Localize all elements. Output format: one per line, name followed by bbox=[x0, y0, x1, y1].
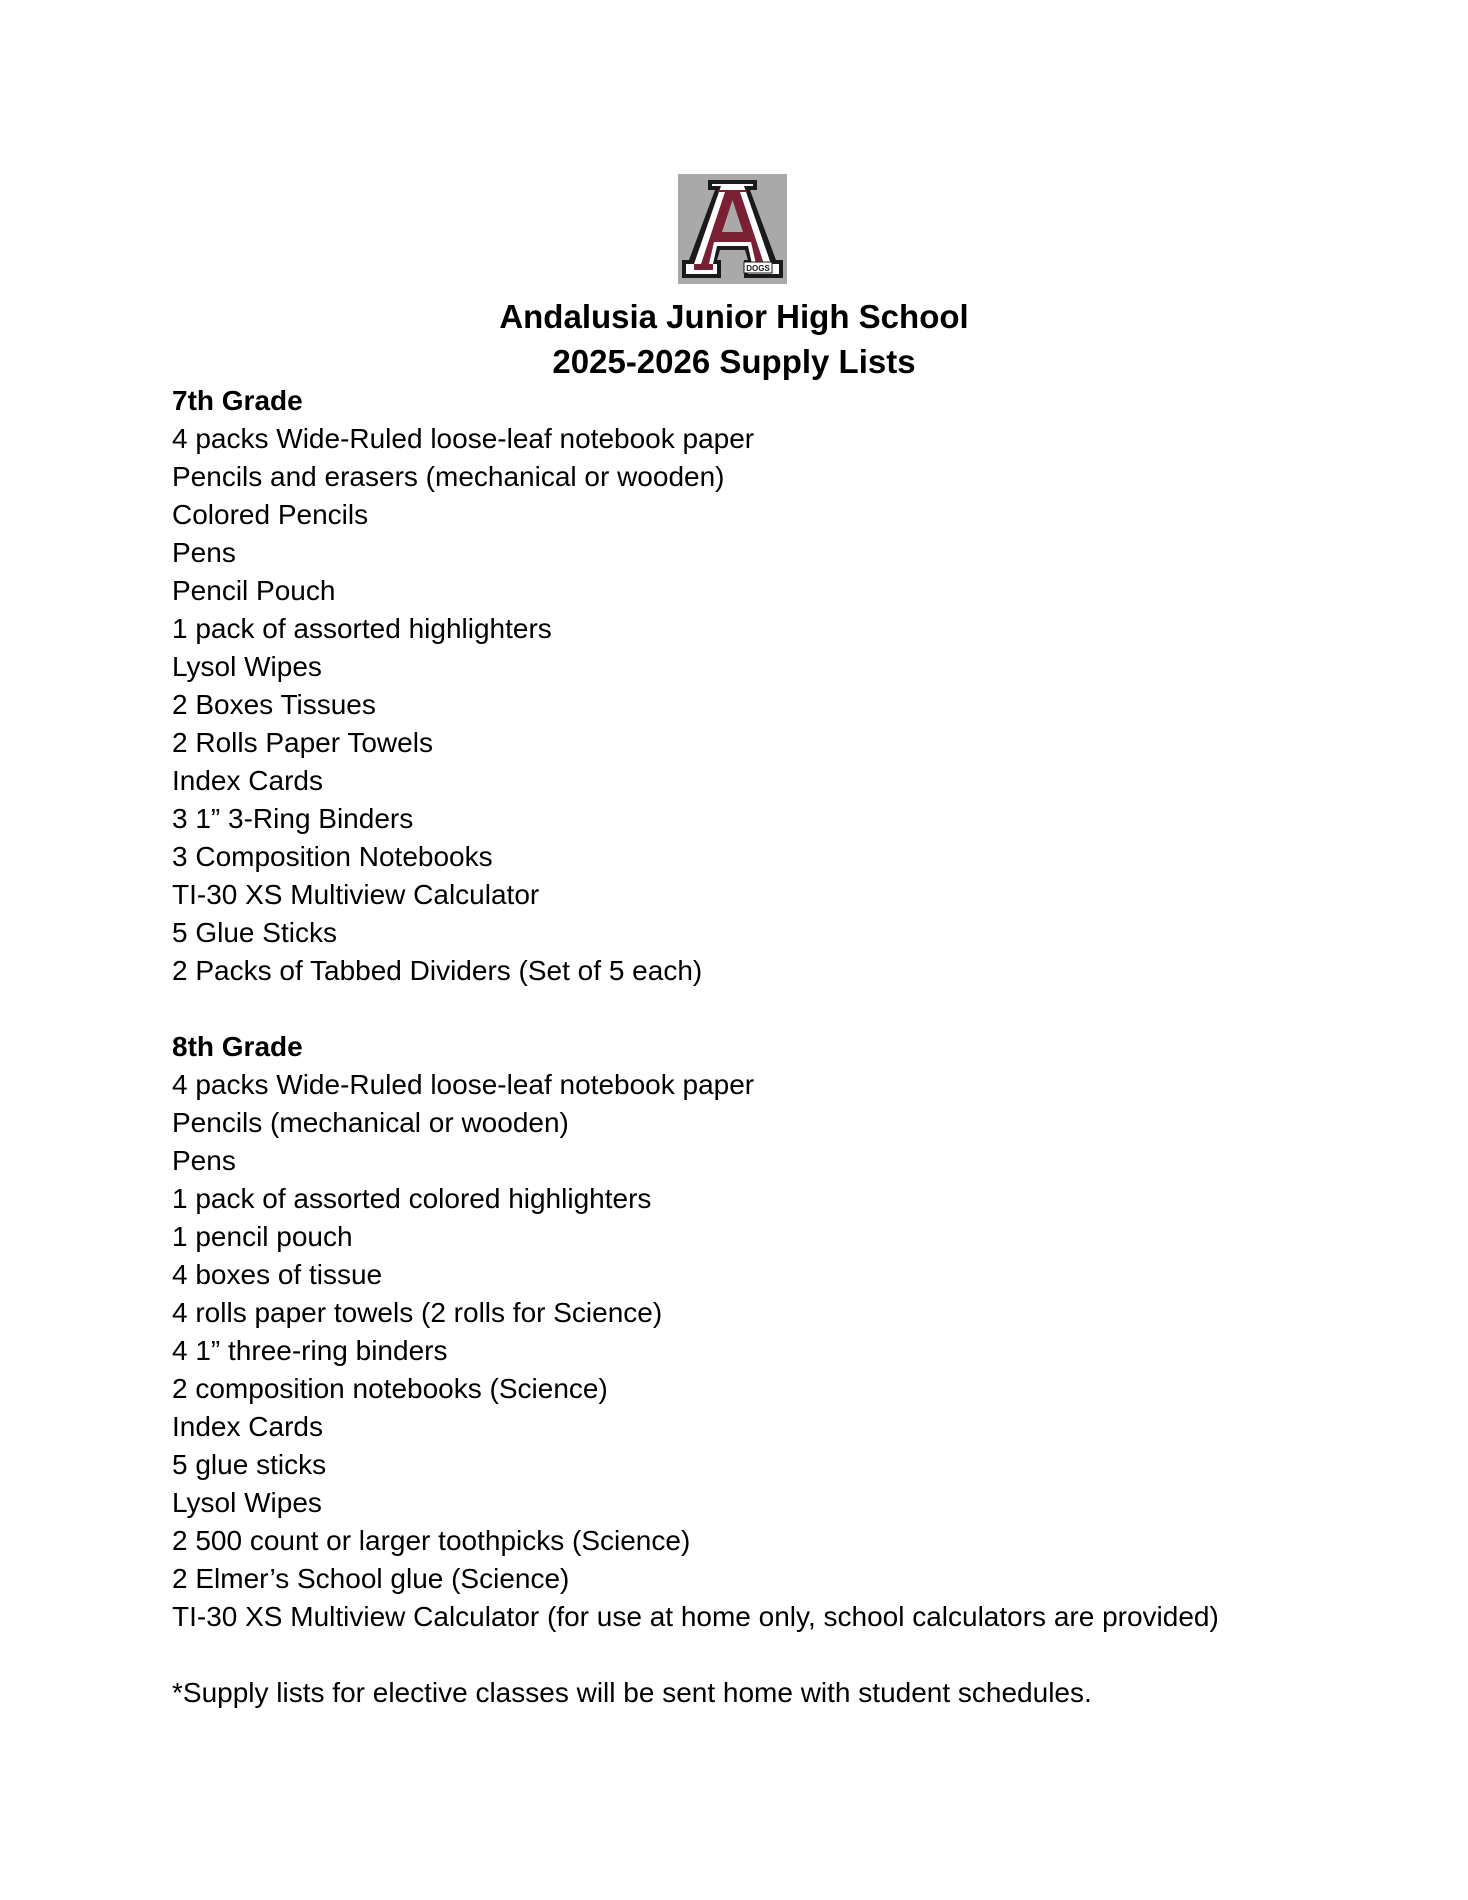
list-item: 4 rolls paper towels (2 rolls for Science) bbox=[172, 1297, 663, 1328]
list-item: Pencils and erasers (mechanical or wooden) bbox=[172, 461, 725, 492]
list-item: 2 composition notebooks (Science) bbox=[172, 1373, 608, 1404]
list-item: 4 packs Wide-Ruled loose-leaf notebook paper bbox=[172, 423, 755, 454]
list-item: Pencils (mechanical or wooden) bbox=[172, 1107, 569, 1138]
list-item: Pencil Pouch bbox=[172, 575, 336, 606]
list-item: 2 500 count or larger toothpicks (Science) bbox=[172, 1525, 691, 1556]
section-spacer bbox=[172, 990, 1372, 1028]
grade-heading: 8th Grade bbox=[172, 1031, 303, 1062]
section-spacer bbox=[172, 1636, 1372, 1674]
logo-tag-text: DOGS bbox=[746, 264, 770, 273]
list-item: Pens bbox=[172, 1145, 236, 1176]
list-item: TI-30 XS Multiview Calculator bbox=[172, 879, 540, 910]
list-item: Index Cards bbox=[172, 765, 323, 796]
list-item: Lysol Wipes bbox=[172, 1487, 322, 1518]
grade-7-section bbox=[172, 382, 1372, 990]
supply-list bbox=[172, 1066, 1372, 1636]
school-logo bbox=[678, 174, 787, 284]
document-subtitle: 2025-2026 Supply Lists bbox=[552, 343, 916, 380]
list-item: Colored Pencils bbox=[172, 499, 369, 530]
supply-lists bbox=[172, 382, 1372, 1712]
list-item: 2 Boxes Tissues bbox=[172, 689, 376, 720]
list-item: 1 pack of assorted highlighters bbox=[172, 613, 552, 644]
list-item: Lysol Wipes bbox=[172, 651, 322, 682]
list-item: 1 pack of assorted colored highlighters bbox=[172, 1183, 652, 1214]
list-item: 5 Glue Sticks bbox=[172, 917, 337, 948]
list-item: 4 packs Wide-Ruled loose-leaf notebook paper bbox=[172, 1069, 755, 1100]
list-item: 3 1” 3-Ring Binders bbox=[172, 803, 414, 834]
list-item: Pens bbox=[172, 537, 236, 568]
list-item: 2 Elmer’s School glue (Science) bbox=[172, 1563, 570, 1594]
list-item: 3 Composition Notebooks bbox=[172, 841, 493, 872]
school-name: Andalusia Junior High School bbox=[499, 298, 969, 335]
grade-8-section bbox=[172, 1028, 1372, 1636]
list-item: 2 Packs of Tabbed Dividers (Set of 5 each) bbox=[172, 955, 703, 986]
list-item: TI-30 XS Multiview Calculator (for use at home only, school calculators are provided) bbox=[172, 1601, 1219, 1632]
document-header bbox=[0, 294, 1468, 384]
list-item: 4 boxes of tissue bbox=[172, 1259, 383, 1290]
supply-list bbox=[172, 420, 1372, 990]
grade-heading: 7th Grade bbox=[172, 385, 303, 416]
list-item: 2 Rolls Paper Towels bbox=[172, 727, 433, 758]
list-item: 1 pencil pouch bbox=[172, 1221, 353, 1252]
list-item: 4 1” three-ring binders bbox=[172, 1335, 448, 1366]
footer-note: *Supply lists for elective classes will be sent home with student schedules. bbox=[172, 1677, 1092, 1708]
list-item: 5 glue sticks bbox=[172, 1449, 327, 1480]
list-item: Index Cards bbox=[172, 1411, 323, 1442]
